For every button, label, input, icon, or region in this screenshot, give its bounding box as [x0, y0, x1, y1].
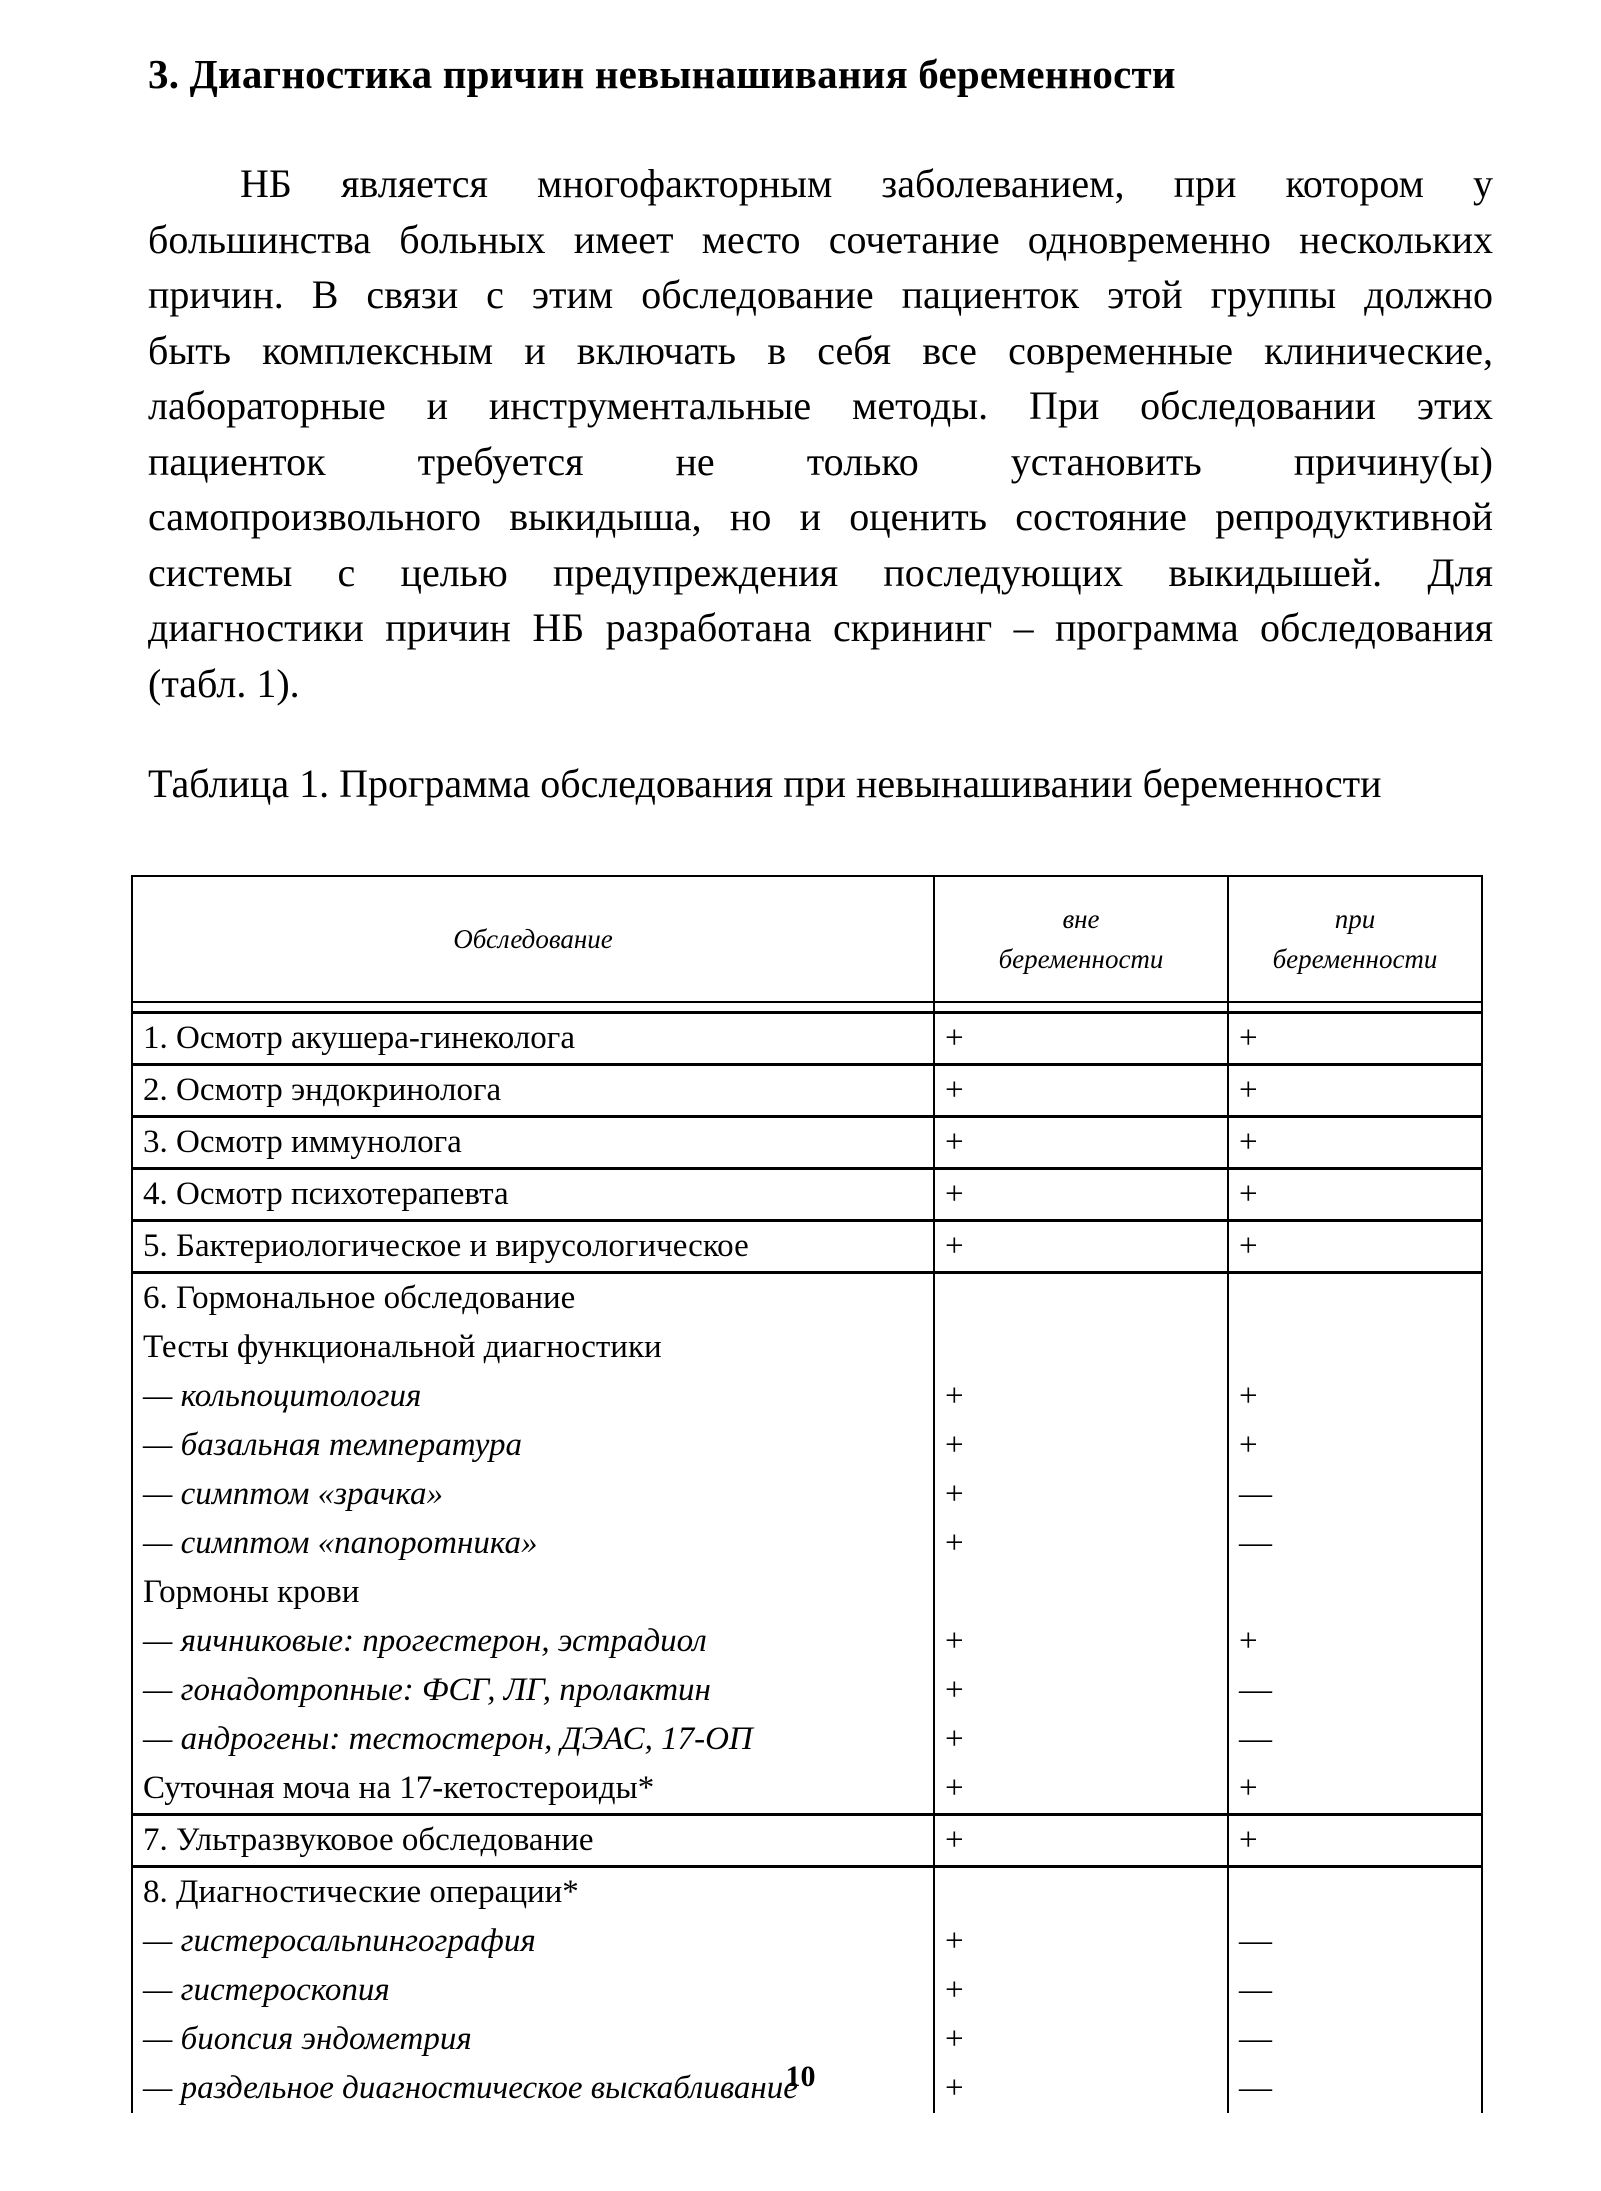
- exam-name-cell: 2. Осмотр эндокринолога: [132, 1065, 934, 1117]
- exam-name-cell: — симптом «папоротника»: [132, 1519, 934, 1568]
- outside-pregnancy-cell: +: [934, 1917, 1228, 1966]
- header-during-pregnancy: при беременности: [1228, 876, 1482, 1002]
- during-pregnancy-cell: +: [1228, 1013, 1482, 1065]
- table-row: [132, 1372, 1482, 1421]
- outside-pregnancy-cell: +: [934, 1470, 1228, 1519]
- during-pregnancy-cell: +: [1228, 1421, 1482, 1470]
- section-heading: 3. Диагностика причин невынашивания беременности: [148, 51, 1176, 97]
- table-row: [132, 1815, 1482, 1867]
- during-pregnancy-cell: [1228, 1273, 1482, 1324]
- examination-table: [131, 875, 1483, 2113]
- paragraph-line: пациенток требуется не только установить причину(ы): [148, 438, 1493, 484]
- during-pregnancy-cell: —: [1228, 1715, 1482, 1764]
- paragraph-line: (табл. 1).: [148, 660, 300, 706]
- paragraph-line: системы с целью предупреждения последующих выкидышей. Для: [148, 549, 1493, 595]
- outside-pregnancy-cell: +: [934, 1966, 1228, 2015]
- exam-name-cell: Гормоны крови: [132, 1568, 934, 1617]
- exam-name-cell: 8. Диагностические операции*: [132, 1867, 934, 1918]
- during-pregnancy-cell: +: [1228, 1815, 1482, 1867]
- paragraph-line: причин. В связи с этим обследование пациенток этой группы должно: [148, 272, 1493, 317]
- header-outside-pregnancy: вне беременности: [934, 876, 1228, 1002]
- during-pregnancy-cell: —: [1228, 2064, 1482, 2113]
- outside-pregnancy-cell: +: [934, 1764, 1228, 1815]
- outside-pregnancy-cell: +: [934, 1715, 1228, 1764]
- outside-pregnancy-cell: +: [934, 2015, 1228, 2064]
- table-row: [132, 1764, 1482, 1815]
- outside-pregnancy-cell: [934, 1323, 1228, 1372]
- exam-name-cell: — яичниковые: прогестерон, эстрадиол: [132, 1617, 934, 1666]
- during-pregnancy-cell: [1228, 1323, 1482, 1372]
- paragraph-line: большинства больных имеет место сочетание одновременно нескольких: [148, 216, 1493, 262]
- exam-name-cell: 1. Осмотр акушера-гинеколога: [132, 1013, 934, 1065]
- outside-pregnancy-cell: +: [934, 1169, 1228, 1221]
- table-section: [132, 1013, 1482, 1065]
- table-section: [132, 1169, 1482, 1221]
- table-row: [132, 1323, 1482, 1372]
- table-row: [132, 1617, 1482, 1666]
- table-row: [132, 1421, 1482, 1470]
- outside-pregnancy-cell: [934, 1867, 1228, 1918]
- outside-pregnancy-cell: +: [934, 1221, 1228, 1273]
- exam-name-cell: — кольпоцитология: [132, 1372, 934, 1421]
- exam-name-cell: Суточная моча на 17-кетостероиды*: [132, 1764, 934, 1815]
- table-section: [132, 1815, 1482, 1867]
- during-pregnancy-cell: [1228, 1867, 1482, 1918]
- during-pregnancy-cell: +: [1228, 1117, 1482, 1169]
- during-pregnancy-cell: —: [1228, 1966, 1482, 2015]
- exam-name-cell: — раздельное диагностическое выскабливание: [132, 2064, 934, 2113]
- exam-name-cell: 6. Гормональное обследование: [132, 1273, 934, 1324]
- page-number: 10: [785, 2060, 816, 2093]
- exam-name-cell: — гистеросальпингография: [132, 1917, 934, 1966]
- exam-name-cell: 7. Ультразвуковое обследование: [132, 1815, 934, 1867]
- outside-pregnancy-cell: +: [934, 1617, 1228, 1666]
- exam-name-cell: — андрогены: тестостерон, ДЭАС, 17-ОП: [132, 1715, 934, 1764]
- during-pregnancy-cell: —: [1228, 2015, 1482, 2064]
- table-section: [132, 1221, 1482, 1273]
- during-pregnancy-cell: +: [1228, 1617, 1482, 1666]
- outside-pregnancy-cell: [934, 1568, 1228, 1617]
- exam-name-cell: — симптом «зрачка»: [132, 1470, 934, 1519]
- exam-name-cell: — биопсия эндометрия: [132, 2015, 934, 2064]
- table-row: [132, 2015, 1482, 2064]
- outside-pregnancy-cell: +: [934, 2064, 1228, 2113]
- table-row: [132, 1867, 1482, 1918]
- table-row: [132, 1013, 1482, 1065]
- outside-pregnancy-cell: [934, 1273, 1228, 1324]
- table-row: [132, 1666, 1482, 1715]
- table-row: [132, 1273, 1482, 1324]
- table-row: [132, 1519, 1482, 1568]
- during-pregnancy-cell: —: [1228, 1917, 1482, 1966]
- during-pregnancy-cell: —: [1228, 1666, 1482, 1715]
- during-pregnancy-cell: +: [1228, 1065, 1482, 1117]
- exam-name-cell: — гонадотропные: ФСГ, ЛГ, пролактин: [132, 1666, 934, 1715]
- exam-name-cell: 4. Осмотр психотерапевта: [132, 1169, 934, 1221]
- paragraph-line: самопроизвольного выкидыша, но и оценить состояние репродуктивной: [148, 494, 1493, 539]
- table-row: [132, 1117, 1482, 1169]
- table-row: [132, 1221, 1482, 1273]
- paragraph-line: быть комплексным и включать в себя все современные клинические,: [148, 327, 1493, 373]
- table-row: [132, 1169, 1482, 1221]
- during-pregnancy-cell: [1228, 1568, 1482, 1617]
- table-row: [132, 1966, 1482, 2015]
- outside-pregnancy-cell: +: [934, 1013, 1228, 1065]
- exam-name-cell: Тесты функциональной диагностики: [132, 1323, 934, 1372]
- paragraph-line: диагностики причин НБ разработана скрининг – программа обследования: [148, 605, 1493, 650]
- header-examination: Обследование: [132, 876, 934, 1002]
- outside-pregnancy-cell: +: [934, 1117, 1228, 1169]
- outside-pregnancy-cell: +: [934, 1519, 1228, 1568]
- during-pregnancy-cell: —: [1228, 1470, 1482, 1519]
- paragraph-line: лабораторные и инструментальные методы. При обследовании этих: [148, 383, 1493, 428]
- during-pregnancy-cell: +: [1228, 1372, 1482, 1421]
- table-row: [132, 1715, 1482, 1764]
- table-row: [132, 1065, 1482, 1117]
- table-row: [132, 1568, 1482, 1617]
- table-row: [132, 1917, 1482, 1966]
- exam-name-cell: — базальная температура: [132, 1421, 934, 1470]
- during-pregnancy-cell: +: [1228, 1169, 1482, 1221]
- outside-pregnancy-cell: +: [934, 1065, 1228, 1117]
- exam-name-cell: 3. Осмотр иммунолога: [132, 1117, 934, 1169]
- outside-pregnancy-cell: +: [934, 1815, 1228, 1867]
- paragraph-line: НБ является многофакторным заболеванием, при котором у: [240, 161, 1493, 206]
- table-section: [132, 1065, 1482, 1117]
- table-header-row: [132, 876, 1482, 1002]
- exam-name-cell: 5. Бактериологическое и вирусологическое: [132, 1221, 934, 1273]
- exam-name-cell: — гистероскопия: [132, 1966, 934, 2015]
- during-pregnancy-cell: +: [1228, 1764, 1482, 1815]
- during-pregnancy-cell: +: [1228, 1221, 1482, 1273]
- table-caption: Таблица 1. Программа обследования при невынашивании беременности: [148, 761, 1382, 806]
- outside-pregnancy-cell: +: [934, 1421, 1228, 1470]
- table-section: [132, 1273, 1482, 1815]
- table-row: [132, 1470, 1482, 1519]
- during-pregnancy-cell: —: [1228, 1519, 1482, 1568]
- body-paragraph: [148, 156, 1493, 711]
- outside-pregnancy-cell: +: [934, 1666, 1228, 1715]
- outside-pregnancy-cell: +: [934, 1372, 1228, 1421]
- table-section: [132, 1117, 1482, 1169]
